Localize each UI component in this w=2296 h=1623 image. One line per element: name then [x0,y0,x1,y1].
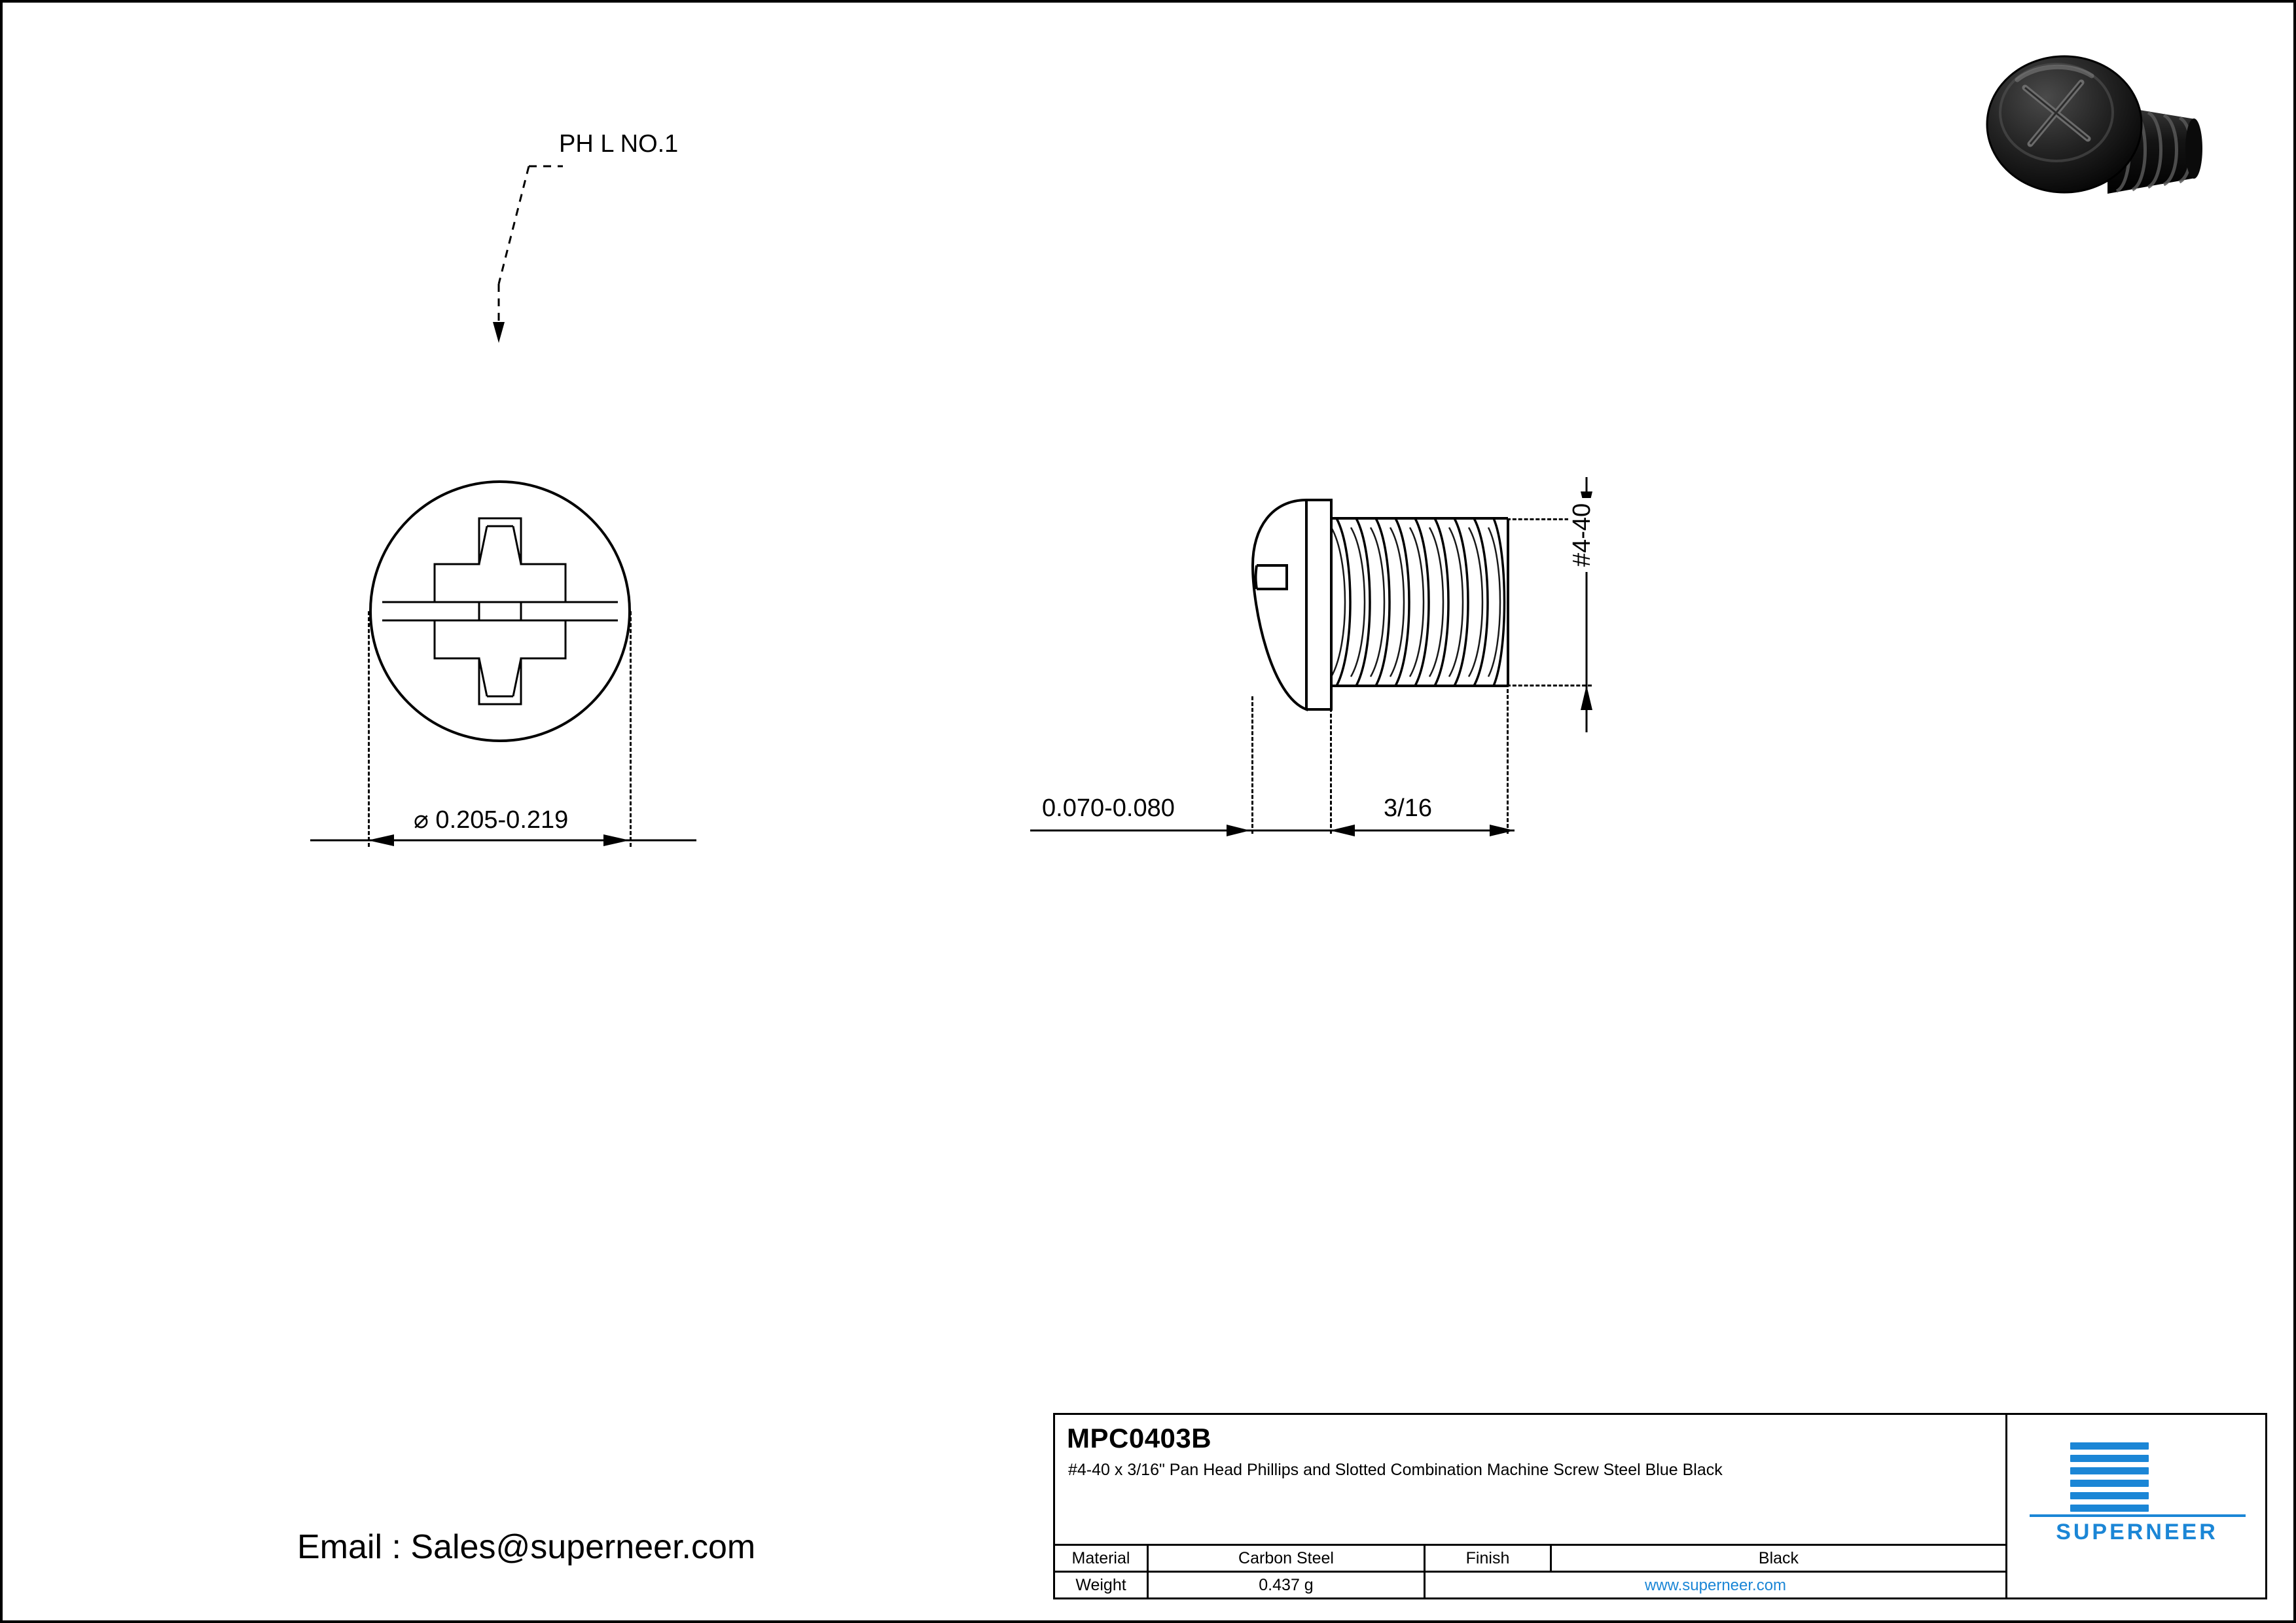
brand-wordmark: SUPERNEER [2056,1520,2218,1544]
contact-email: Email : Sales@superneer.com [297,1528,756,1566]
head-height-label: 0.070-0.080 [1037,794,1180,823]
diameter-label: ⌀ 0.205-0.219 [407,805,575,834]
front-view [369,130,679,834]
brand-block [2007,1415,2265,1597]
part-description: #4-40 x 3/16" Pan Head Phillips and Slotted Combination Machine Screw Steel Blue Black [1068,1461,1723,1479]
website-link[interactable]: www.superneer.com [1644,1576,1787,1594]
side-view [1042,487,1596,822]
weight-value: 0.437 g [1148,1572,1425,1598]
title-block-info [1055,1415,2007,1597]
material-value: Carbon Steel [1148,1545,1425,1572]
spec-table [1055,1544,2005,1597]
side-profile [1233,487,1573,736]
part-number: MPC0403B [1067,1423,1212,1454]
finish-value: Black [1551,1545,2006,1572]
length-label: 3/16 [1378,794,1437,823]
logo-bars-icon [2070,1442,2149,1505]
thread-size-label: #4-40 [1568,498,1596,572]
logo-divider [2030,1514,2246,1517]
ext-line-left [368,611,370,847]
weight-label: Weight [1055,1572,1148,1598]
table-row [1055,1572,2005,1598]
material-label: Material [1055,1545,1148,1572]
website-cell[interactable] [1425,1572,2006,1598]
title-block [1053,1413,2267,1599]
combo-recess [369,480,631,742]
table-row [1055,1545,2005,1572]
callout-leader [343,147,683,513]
callout-label: PH L NO.1 [559,130,679,158]
finish-label: Finish [1425,1545,1551,1572]
screw-3d-render [1979,42,2254,258]
ext-line-right [630,611,632,847]
